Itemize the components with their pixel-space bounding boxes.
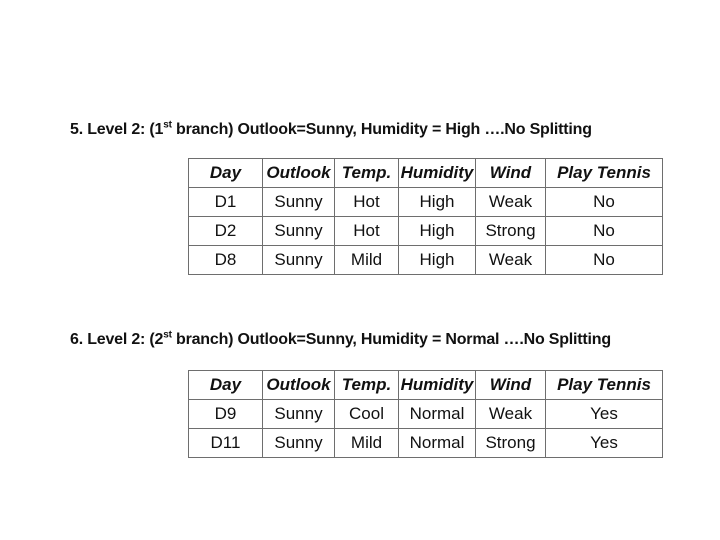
column-header-humidity: Humidity: [399, 159, 476, 188]
cell-wind: Strong: [476, 429, 546, 458]
column-header-temp: Temp.: [335, 159, 399, 188]
section-2-heading-suffix: branch) Outlook=Sunny, Humidity = Normal ….No Splitting: [171, 331, 611, 348]
section-1-heading-prefix: 5. Level 2: (1: [70, 121, 164, 138]
column-header-temp: Temp.: [335, 371, 399, 400]
cell-day: D2: [189, 217, 263, 246]
cell-temp: Mild: [335, 429, 399, 458]
cell-outlook: Sunny: [263, 429, 335, 458]
cell-wind: Strong: [476, 217, 546, 246]
cell-humidity: Normal: [399, 400, 476, 429]
cell-wind: Weak: [476, 246, 546, 275]
table-row: [189, 217, 663, 246]
table-row: [189, 188, 663, 217]
cell-humidity: Normal: [399, 429, 476, 458]
cell-play-tennis: Yes: [546, 400, 663, 429]
cell-humidity: High: [399, 246, 476, 275]
cell-play-tennis: No: [546, 188, 663, 217]
cell-humidity: High: [399, 188, 476, 217]
cell-humidity: High: [399, 217, 476, 246]
column-header-day: Day: [189, 159, 263, 188]
cell-day: D1: [189, 188, 263, 217]
section-1-heading-suffix: branch) Outlook=Sunny, Humidity = High ….No Splitting: [171, 121, 592, 138]
section-1-table: [188, 158, 663, 275]
table-row: [189, 246, 663, 275]
cell-outlook: Sunny: [263, 217, 335, 246]
cell-outlook: Sunny: [263, 188, 335, 217]
cell-outlook: Sunny: [263, 400, 335, 429]
section-1-heading: [70, 121, 592, 139]
cell-day: D11: [189, 429, 263, 458]
cell-temp: Hot: [335, 217, 399, 246]
column-header-day: Day: [189, 371, 263, 400]
cell-temp: Cool: [335, 400, 399, 429]
section-2-heading-prefix: 6. Level 2: (2: [70, 331, 164, 348]
cell-play-tennis: No: [546, 217, 663, 246]
table-header-row: [189, 159, 663, 188]
section-1-heading-superscript: st: [163, 119, 172, 131]
column-header-outlook: Outlook: [263, 371, 335, 400]
column-header-wind: Wind: [476, 371, 546, 400]
table-row: [189, 429, 663, 458]
cell-outlook: Sunny: [263, 246, 335, 275]
section-2-heading: [70, 331, 611, 349]
cell-temp: Mild: [335, 246, 399, 275]
section-2-table: [188, 370, 663, 458]
cell-day: D8: [189, 246, 263, 275]
cell-wind: Weak: [476, 400, 546, 429]
cell-play-tennis: No: [546, 246, 663, 275]
column-header-outlook: Outlook: [263, 159, 335, 188]
column-header-play-tennis: Play Tennis: [546, 159, 663, 188]
cell-wind: Weak: [476, 188, 546, 217]
column-header-wind: Wind: [476, 159, 546, 188]
cell-temp: Hot: [335, 188, 399, 217]
cell-day: D9: [189, 400, 263, 429]
table-header-row: [189, 371, 663, 400]
column-header-humidity: Humidity: [399, 371, 476, 400]
column-header-play-tennis: Play Tennis: [546, 371, 663, 400]
section-2-heading-superscript: st: [163, 329, 172, 341]
table-row: [189, 400, 663, 429]
cell-play-tennis: Yes: [546, 429, 663, 458]
